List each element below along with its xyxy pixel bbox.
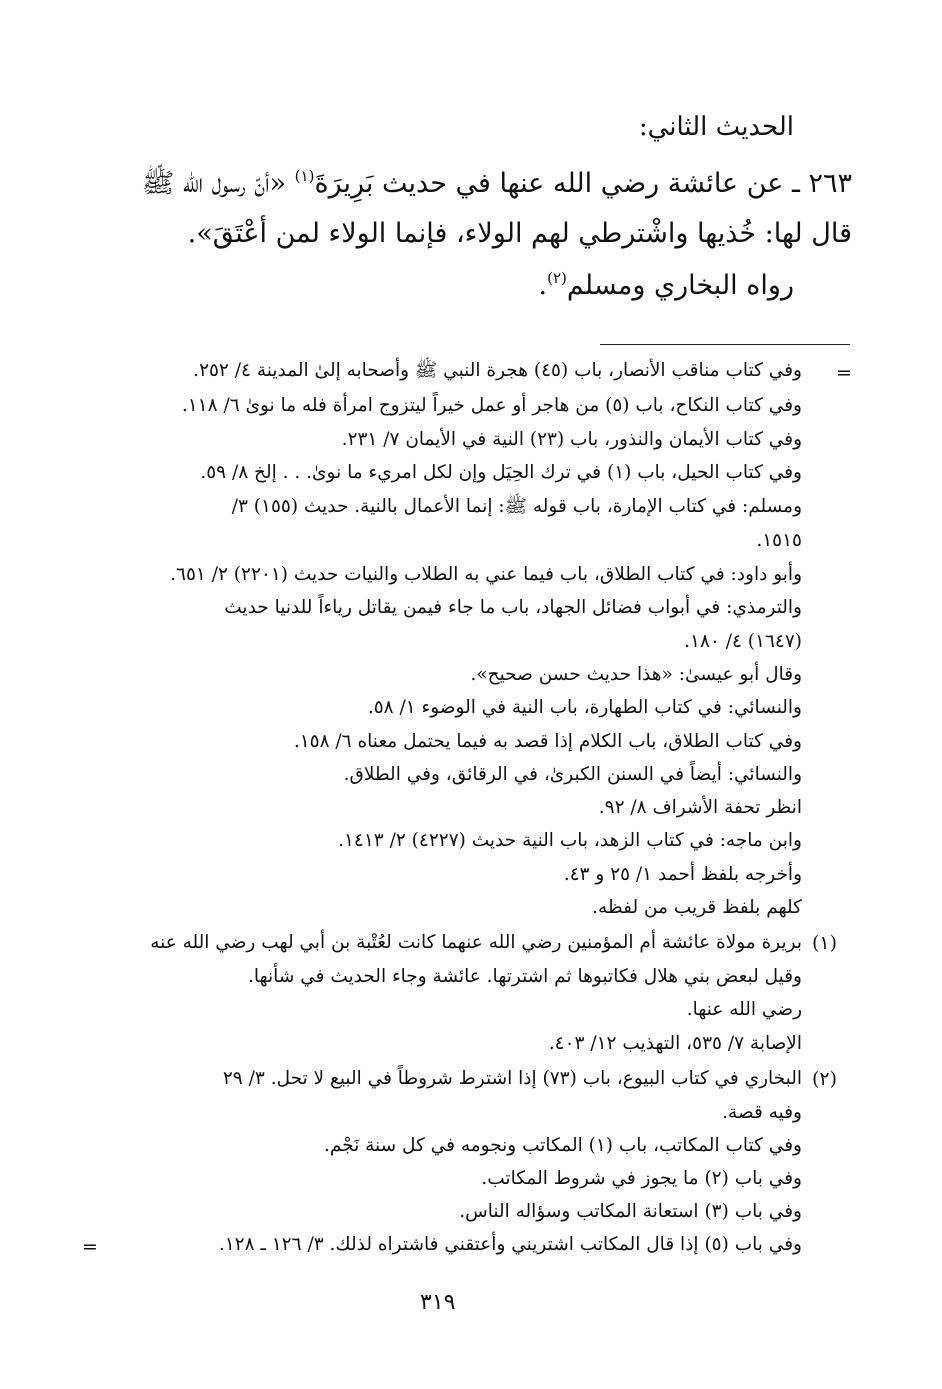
- footnote-line: وفي كتاب الطلاق، باب الكلام إذا قصد به فيما يحتمل معناه ٦/ ١٥٨.: [293, 731, 802, 752]
- footnote-2-line: وفي باب (٣) استعانة المكاتب وسؤاله الناس.: [459, 1201, 802, 1222]
- footnote-line: انظر تحفة الأشراف ٨/ ٩٢.: [598, 797, 802, 818]
- footnote-line: وقال أبو عيسىٰ: «هذا حديث حسن صحيح».: [470, 664, 802, 685]
- footnote-line: وفي كتاب الحيل، باب (١) في ترك الحِيَل وإن لكل امريء ما نوىٰ. . . إلخ ٨/ ٥٩.: [200, 462, 802, 483]
- footnote-line: (١٦٤٧) ٤/ ١٨٠.: [684, 631, 802, 652]
- hadith-source-line: [539, 270, 794, 301]
- footnote-line: والنسائي: في كتاب الطهارة، باب النية في الوضوء ١/ ٥٨.: [367, 697, 802, 718]
- hadith-source: رواه البخاري ومسلم: [566, 270, 794, 301]
- footnote-line: وفي كتاب النكاح، باب (٥) من هاجر أو عمل خيراً ليتزوج امرأة فله ما نوىٰ ٦/ ١١٨.: [181, 395, 802, 416]
- footnote-ref-2: (٢): [547, 269, 567, 287]
- footnote-separator: [600, 344, 850, 345]
- hadith-source-end: .: [538, 270, 548, 301]
- page-number: ٣١٩: [420, 1290, 456, 1315]
- hadith-text: «أنّ رسول الله ﷺ: [141, 168, 295, 199]
- hadith-line-2: قال لها: خُذيها واشْترطي لهم الولاء، فإنما الولاء لمن أعْتَقَ».: [187, 218, 852, 249]
- hadith-line-1: [142, 166, 852, 206]
- footnote-1-line: رضي الله عنها.: [686, 999, 802, 1020]
- footnote-1-line: وقيل لبعض بني هلال فكاتبوها ثم اشترتها. عائشة وجاء الحديث في شأنها.: [247, 966, 802, 987]
- footnote-number-1: (١): [812, 932, 838, 954]
- footnote-number-2: (٢): [812, 1068, 838, 1090]
- footnote-1-line: الإصابة ٧/ ٥٣٥، التهذيب ١٢/ ٤٠٣.: [548, 1033, 802, 1054]
- footnote-ref-1: (١): [294, 167, 315, 185]
- footnote-line: والنسائي: أيضاً في السنن الكبرىٰ، في الرقائق، وفي الطلاق.: [343, 764, 802, 785]
- hadith-text: ٢٦٣ ـ عن عائشة رضي الله عنها في حديث بَرِيرَةَ: [314, 168, 852, 199]
- footnote-2-line: وفي كتاب المكاتب، باب (١) المكاتب ونجومه في كل سنة نَجْم.: [323, 1135, 802, 1156]
- footnote-1-line: بريرة مولاة عائشة أم المؤمنين رضي الله عنهما كانت لعُتْبة بن أبي لهب رضي الله عنه: [150, 932, 802, 953]
- footnote-line: والترمذي: في أبواب فضائل الجهاد، باب ما جاء فيمن يقاتل رياءاً للدنيا حديث: [224, 597, 802, 618]
- footnote-line: ومسلم: في كتاب الإمارة، باب قوله ﷺ: إنما الأعمال بالنية. حديث (١٥٥) ٣/: [231, 496, 802, 517]
- continuation-mark: =: [836, 362, 852, 384]
- footnote-line: وأبو داود: في كتاب الطلاق، باب فيما عني به الطلاب والنيات حديث (٢٢٠١) ٢/ ٦٥١.: [170, 564, 802, 585]
- section-heading: الحديث الثاني:: [638, 112, 794, 142]
- footnote-line: وفي كتاب الأيمان والنذور، باب (٢٣) النية في الأيمان ٧/ ٢٣١.: [341, 429, 802, 450]
- footnote-line: وأخرجه بلفظ أحمد ١/ ٢٥ و ٤٣.: [563, 864, 802, 885]
- footnote-2-line: وفي باب (٥) إذا قال المكاتب اشتريني وأعتقني فاشتراه لذلك. ٣/ ١٢٦ ـ ١٢٨.: [218, 1234, 802, 1255]
- footnote-line: وابن ماجه: في كتاب الزهد، باب النية حديث (٤٢٢٧) ٢/ ١٤١٣.: [338, 830, 802, 851]
- footnote-line: وفي كتاب مناقب الأنصار، باب (٤٥) هجرة النبي ﷺ وأصحابه إلىٰ المدينة ٤/ ٢٥٢.: [193, 360, 802, 381]
- continuation-mark-bottom: =: [82, 1236, 98, 1258]
- footnote-2-line: البخاري في كتاب البيوع، باب (٧٣) إذا اشترط شروطاً في البيع لا تحل. ٣/ ٢٩: [222, 1068, 802, 1089]
- footnote-line: ١٥١٥.: [756, 530, 802, 551]
- footnote-line: كلهم بلفظ قريب من لفظه.: [592, 897, 802, 918]
- footnote-2-line: وفيه قصة.: [722, 1102, 802, 1123]
- footnote-2-line: وفي باب (٢) ما يجوز في شروط المكاتب.: [481, 1168, 802, 1189]
